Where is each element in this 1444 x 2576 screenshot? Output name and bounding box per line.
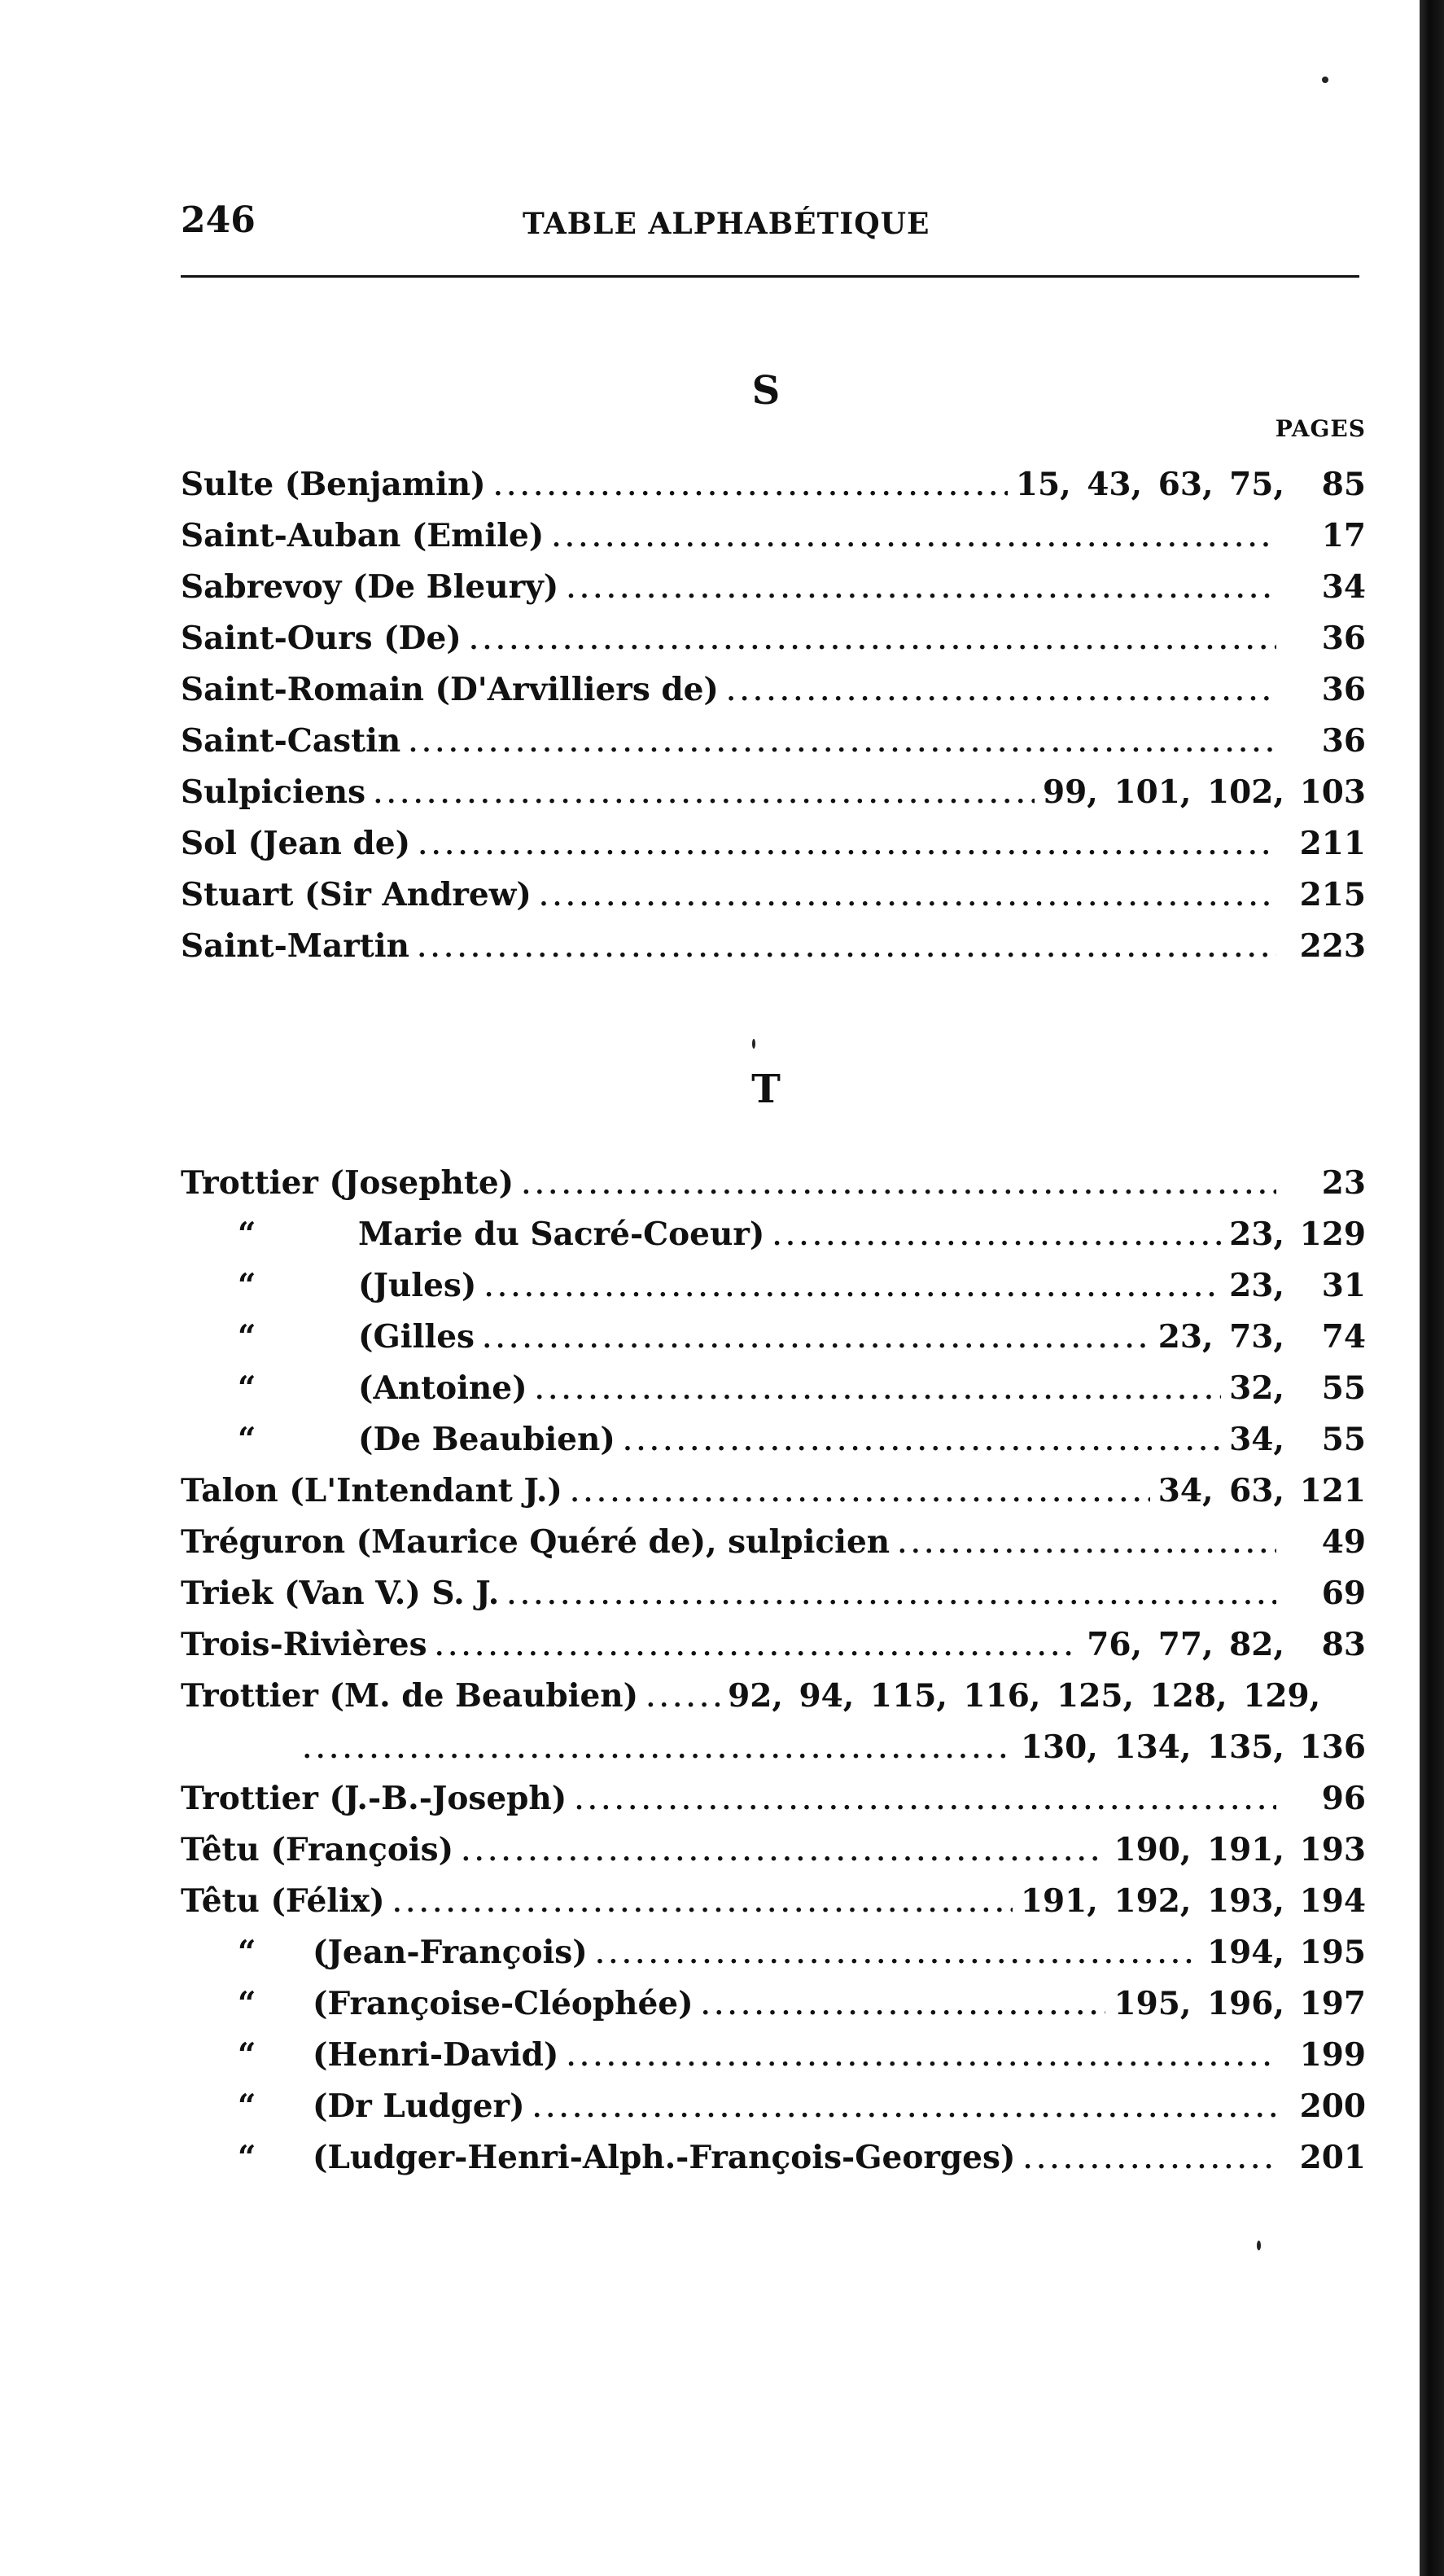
- ditto-mark: “: [238, 2036, 256, 2074]
- index-entry: [181, 1164, 1366, 1216]
- dot-leader: [409, 729, 1276, 758]
- entry-last-page: 194: [1299, 1882, 1366, 1920]
- dot-leader: [522, 1172, 1276, 1200]
- entry-last-page: 103: [1299, 773, 1366, 811]
- index-entry: [181, 1267, 1366, 1318]
- index-entry: [181, 568, 1366, 620]
- entry-name: (Jules): [358, 1267, 477, 1304]
- ditto-mark: “: [238, 1216, 256, 1253]
- entry-last-page: 69: [1321, 1575, 1366, 1612]
- entry-name: (Ludger-Henri-Alph.-François-Georges): [313, 2139, 1016, 2176]
- entry-last-page: 23: [1321, 1164, 1366, 1202]
- entry-refs: 34,: [1229, 1421, 1284, 1458]
- index-entry: [181, 2036, 1366, 2088]
- index-entry: [181, 2088, 1366, 2139]
- dot-leader: [552, 524, 1276, 553]
- dot-leader: [567, 2044, 1276, 2072]
- ditto-mark: “: [238, 1421, 256, 1458]
- entry-name: Sol (Jean de): [181, 825, 411, 862]
- entry-name: Têtu (François): [181, 1831, 454, 1868]
- entry-last-page: 49: [1321, 1523, 1366, 1561]
- scan-speck: [1257, 2241, 1261, 2250]
- entry-refs: 34, 63,: [1157, 1472, 1284, 1509]
- index-entry: [181, 1216, 1366, 1267]
- dot-leader: [470, 627, 1276, 655]
- entry-last-page: 215: [1299, 876, 1366, 913]
- entry-name: Saint-Castin: [181, 722, 401, 760]
- ditto-mark: “: [238, 2088, 256, 2125]
- index-entry: [181, 1780, 1366, 1831]
- index-entry: [181, 825, 1366, 876]
- dot-leader: [624, 1428, 1221, 1457]
- index-entry: [181, 1421, 1366, 1472]
- entry-last-page: 136: [1299, 1728, 1366, 1766]
- entry-last-page: 223: [1299, 927, 1366, 965]
- ditto-mark: “: [238, 1318, 256, 1356]
- dot-leader: [462, 1838, 1105, 1867]
- index-entry-continuation: [181, 1728, 1366, 1780]
- dot-leader: [483, 1325, 1150, 1354]
- entry-last-page: 36: [1321, 722, 1366, 760]
- entry-name: Saint-Ours (De): [181, 620, 462, 657]
- entry-last-page: 201: [1299, 2139, 1366, 2176]
- index-entry: [181, 1831, 1366, 1882]
- dot-leader: [575, 1787, 1276, 1816]
- index-entry: [181, 1318, 1366, 1369]
- dot-leader: [393, 1890, 1013, 1918]
- entry-last-page: 55: [1321, 1369, 1366, 1407]
- index-entry: [181, 1626, 1366, 1677]
- entry-refs: 23,: [1229, 1216, 1284, 1253]
- section-s-entries: [181, 466, 1366, 979]
- index-entry: [181, 517, 1366, 568]
- page-number: 246: [181, 199, 256, 241]
- entry-last-page: 200: [1299, 2088, 1366, 2125]
- section-letter-s: S: [751, 368, 781, 414]
- entry-refs: 191, 192, 193,: [1020, 1882, 1284, 1920]
- entry-name: Sulpiciens: [181, 773, 366, 811]
- index-entry: [181, 1575, 1366, 1626]
- dot-leader: [303, 1736, 1013, 1764]
- ditto-mark: “: [238, 1934, 256, 1971]
- entry-refs: 130, 134, 135,: [1020, 1728, 1284, 1766]
- entry-last-page: 36: [1321, 671, 1366, 708]
- entry-name: Sulte (Benjamin): [181, 466, 486, 503]
- entry-last-page: 17: [1321, 517, 1366, 554]
- entry-name: Saint-Romain (D'Arvilliers de): [181, 671, 719, 708]
- dot-leader: [646, 1684, 720, 1713]
- entry-refs: 15, 43, 63, 75,: [1015, 466, 1284, 503]
- ditto-mark: “: [238, 1369, 256, 1407]
- scan-speck: [752, 1039, 755, 1049]
- index-entry: [181, 671, 1366, 722]
- dot-leader: [1023, 2146, 1276, 2175]
- index-entry: [181, 466, 1366, 517]
- entry-refs: 190, 191,: [1114, 1831, 1284, 1868]
- dot-leader: [540, 883, 1276, 912]
- dot-leader: [571, 1479, 1150, 1508]
- dot-leader: [533, 2095, 1276, 2123]
- entry-last-page: 31: [1321, 1267, 1366, 1304]
- dot-leader: [536, 1377, 1222, 1405]
- entry-last-page: 85: [1321, 466, 1366, 503]
- entry-refs: 23, 73,: [1157, 1318, 1284, 1356]
- entry-name: Saint-Martin: [181, 927, 409, 965]
- index-entry: [181, 620, 1366, 671]
- dot-leader: [507, 1582, 1276, 1610]
- entry-refs: 195, 196,: [1114, 1985, 1284, 2022]
- pages-column-label: PAGES: [1275, 415, 1366, 442]
- entry-name: Trois-Rivières: [181, 1626, 427, 1663]
- entry-name: (Henri-David): [313, 2036, 559, 2074]
- entry-last-page: 36: [1321, 620, 1366, 657]
- entry-name: Talon (L'Intendant J.): [181, 1472, 562, 1509]
- entry-last-page: 193: [1299, 1831, 1366, 1868]
- entry-refs: 194,: [1207, 1934, 1284, 1971]
- entry-name: Sabrevoy (De Bleury): [181, 568, 559, 606]
- dot-leader: [418, 832, 1276, 861]
- entry-last-page: 74: [1321, 1318, 1366, 1356]
- entry-last-page: 211: [1299, 825, 1366, 862]
- entry-name: (Françoise-Cléophée): [313, 1985, 694, 2022]
- section-letter-t: T: [751, 1067, 781, 1112]
- entry-name: Tréguron (Maurice Quéré de), sulpicien: [181, 1523, 890, 1561]
- entry-name: Têtu (Félix): [181, 1882, 385, 1920]
- index-entry: [181, 1369, 1366, 1421]
- index-entry: [181, 773, 1366, 825]
- entry-name: Stuart (Sir Andrew): [181, 876, 532, 913]
- dot-leader: [435, 1633, 1079, 1662]
- entry-last-page: 121: [1299, 1472, 1366, 1509]
- entry-last-page: 96: [1321, 1780, 1366, 1817]
- index-entry: [181, 1523, 1366, 1575]
- entry-name: Saint-Auban (Emile): [181, 517, 545, 554]
- ditto-mark: “: [238, 1985, 256, 2022]
- index-entry: [181, 1934, 1366, 1985]
- entry-refs: 23,: [1229, 1267, 1284, 1304]
- entry-refs: 92, 94, 115, 116, 125, 128, 129,: [728, 1677, 1321, 1715]
- dot-leader: [702, 1992, 1106, 2021]
- scan-speck: [1322, 77, 1328, 83]
- entry-refs: 99, 101, 102,: [1043, 773, 1284, 811]
- dot-leader: [374, 781, 1035, 809]
- entry-name: (Jean-François): [313, 1934, 588, 1971]
- entry-name: Trottier (Josephte): [181, 1164, 514, 1202]
- section-t-entries: [181, 1164, 1366, 2190]
- entry-last-page: 129: [1299, 1216, 1366, 1253]
- dot-leader: [772, 1223, 1221, 1251]
- entry-last-page: 83: [1321, 1626, 1366, 1663]
- entry-refs: 76, 77, 82,: [1087, 1626, 1284, 1663]
- entry-name: (Antoine): [358, 1369, 527, 1407]
- entry-last-page: 55: [1321, 1421, 1366, 1458]
- dot-leader: [567, 576, 1276, 604]
- index-entry: [181, 927, 1366, 979]
- entry-name: (Dr Ludger): [313, 2088, 525, 2125]
- entry-name: Trottier (J.-B.-Joseph): [181, 1780, 567, 1817]
- entry-last-page: 195: [1299, 1934, 1366, 1971]
- entry-last-page: 199: [1299, 2036, 1366, 2074]
- entry-refs: 32,: [1229, 1369, 1284, 1407]
- index-entry: [181, 1985, 1366, 2036]
- dot-leader: [727, 678, 1276, 707]
- ditto-mark: “: [238, 2139, 256, 2176]
- running-title: TABLE ALPHABÉTIQUE: [523, 207, 930, 241]
- index-entry: [181, 1882, 1366, 1934]
- entry-name: (Gilles: [358, 1318, 475, 1356]
- index-entry: [181, 876, 1366, 927]
- entry-name: Marie du Sacré-Coeur): [358, 1216, 765, 1253]
- ditto-mark: “: [238, 1267, 256, 1304]
- dot-leader: [596, 1941, 1199, 1969]
- dot-leader: [898, 1531, 1276, 1559]
- entry-last-page: 34: [1321, 568, 1366, 606]
- index-entry: [181, 2139, 1366, 2190]
- entry-last-page: 197: [1299, 1985, 1366, 2022]
- index-entry: [181, 722, 1366, 773]
- index-entry: [181, 1677, 1366, 1728]
- page-header: [181, 192, 1359, 241]
- header-rule: [181, 275, 1359, 278]
- dot-leader: [418, 935, 1276, 963]
- index-entry: [181, 1472, 1366, 1523]
- entry-name: (De Beaubien): [358, 1421, 615, 1458]
- dot-leader: [484, 1274, 1221, 1303]
- entry-name: Triek (Van V.) S. J.: [181, 1575, 500, 1612]
- dot-leader: [494, 473, 1008, 502]
- entry-name: Trottier (M. de Beaubien): [181, 1677, 639, 1715]
